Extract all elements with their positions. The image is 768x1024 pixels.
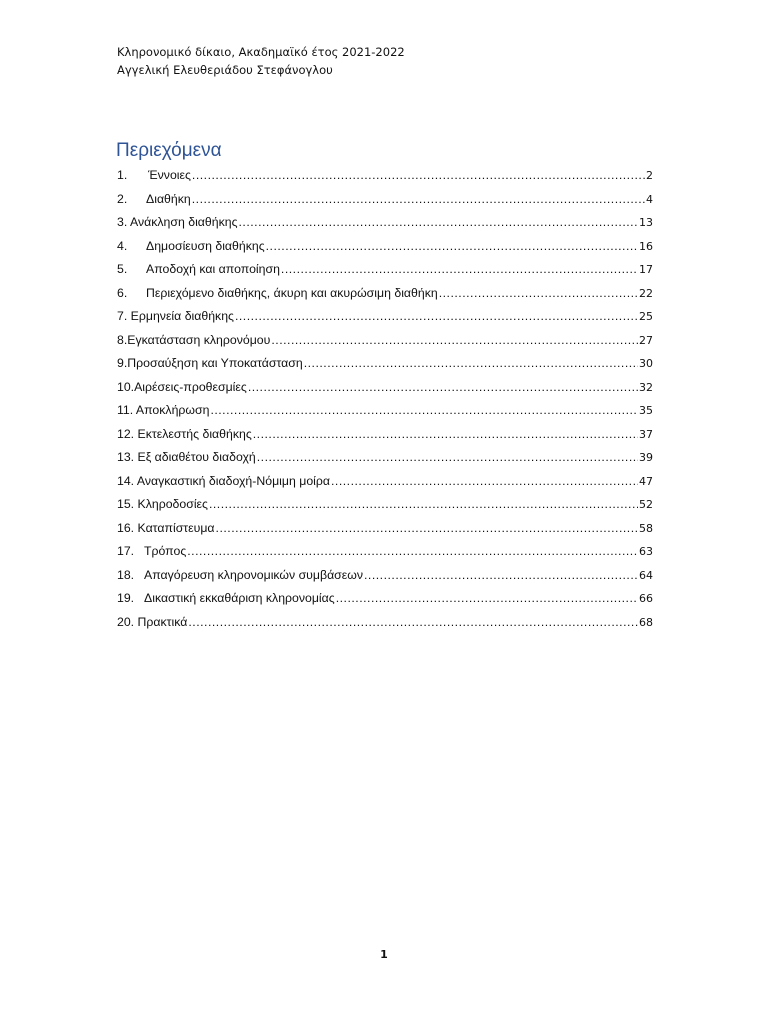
toc-entry-label: Αποκλήρωση xyxy=(133,403,210,417)
toc-entry-number: 10. xyxy=(117,379,135,394)
toc-entry-label: Δημοσίευση διαθήκης xyxy=(146,238,265,253)
toc-leader-dots xyxy=(257,446,638,470)
toc-entry-number: 1. xyxy=(117,168,128,182)
toc-leader-dots xyxy=(187,540,638,564)
toc-entry-label: Προσαύξηση και Υποκατάσταση xyxy=(127,356,303,370)
toc-entry-page: 32 xyxy=(639,380,653,394)
toc-leader-dots xyxy=(192,188,645,212)
toc-leader-dots xyxy=(271,329,638,353)
toc-entry[interactable] xyxy=(117,540,653,564)
toc-entry[interactable] xyxy=(117,329,653,353)
toc-leader-dots xyxy=(336,587,638,611)
page-number: 1 xyxy=(380,948,388,961)
toc-entry[interactable] xyxy=(117,305,653,329)
toc-entry-number: 19. xyxy=(117,591,135,605)
toc-entry-page: 2 xyxy=(646,169,653,182)
toc-entry[interactable] xyxy=(117,258,653,282)
toc-leader-dots xyxy=(364,564,638,588)
toc-entry-page: 47 xyxy=(639,474,653,488)
toc-entry-page: 35 xyxy=(639,404,653,417)
toc-entry-number: 15. xyxy=(117,497,135,511)
toc-entry[interactable] xyxy=(117,611,653,635)
toc-entry-number: 14. xyxy=(117,473,135,488)
toc-entry-label: Περιεχόμενο διαθήκης, άκυρη και ακυρώσιμη διαθήκη xyxy=(146,285,438,300)
toc-entry-label: Αναγκαστική διαδοχή-Νόμιμη μοίρα xyxy=(134,473,330,488)
toc-entry-number: 7. xyxy=(117,309,128,323)
toc-entry-page: 37 xyxy=(639,427,653,441)
toc-leader-dots xyxy=(253,423,638,447)
toc-entry[interactable] xyxy=(117,517,653,541)
toc-entry-number: 13. xyxy=(117,450,135,464)
toc-entry-page: 27 xyxy=(639,333,653,347)
toc-leader-dots xyxy=(209,493,638,517)
toc-entry-number: 11. xyxy=(117,403,134,417)
page-header xyxy=(117,43,405,79)
toc-entry-number: 17. xyxy=(117,544,135,558)
toc-entry-page: 25 xyxy=(639,310,653,323)
header-course-line: Κληρονομικό δίκαιο, Ακαδημαϊκό έτος 2021-2022 xyxy=(117,45,405,59)
toc-leader-dots xyxy=(210,399,638,423)
toc-entry[interactable] xyxy=(117,470,653,494)
toc-entry-page: 39 xyxy=(639,451,653,464)
toc-entry-number: 8. xyxy=(117,332,128,347)
toc-entry-label: Αιρέσεις-προθεσμίες xyxy=(134,379,247,394)
toc-entry[interactable] xyxy=(117,211,653,235)
toc-entry-label: Εκτελεστής διαθήκης xyxy=(134,426,252,441)
toc-entry[interactable] xyxy=(117,188,653,212)
toc-entry-number: 9. xyxy=(117,356,128,370)
toc-leader-dots xyxy=(248,376,638,400)
toc-entry[interactable] xyxy=(117,399,653,423)
toc-entry-label: Καταπίστευμα xyxy=(134,520,215,535)
toc-entry-number: 18. xyxy=(117,567,135,582)
toc-entry[interactable] xyxy=(117,352,653,376)
toc-entry[interactable] xyxy=(117,564,653,588)
toc-entry-label: Ερμηνεία διαθήκης xyxy=(127,309,234,323)
toc-entry-page: 4 xyxy=(646,192,653,206)
toc-entry-number: 4. xyxy=(117,238,128,253)
toc-entry-page: 58 xyxy=(639,521,653,535)
toc-entry[interactable] xyxy=(117,423,653,447)
toc-entry[interactable] xyxy=(117,235,653,259)
toc-entry-page: 17 xyxy=(639,263,653,276)
toc-entry-number: 5. xyxy=(117,262,128,276)
table-of-contents xyxy=(117,164,653,634)
toc-leader-dots xyxy=(281,258,638,282)
toc-entry-label: Πρακτικά xyxy=(134,614,188,629)
toc-entry-page: 66 xyxy=(639,592,653,605)
toc-entry-label: Εγκατάσταση κληρονόμου xyxy=(127,332,271,347)
toc-entry-label: Τρόπος xyxy=(144,544,187,558)
toc-entry[interactable] xyxy=(117,282,653,306)
toc-entry-label: Έννοιες xyxy=(148,168,191,182)
toc-leader-dots xyxy=(192,164,645,188)
toc-entry[interactable] xyxy=(117,164,653,188)
toc-entry-page: 22 xyxy=(639,286,653,300)
toc-entry-number: 2. xyxy=(117,191,128,206)
toc-leader-dots xyxy=(304,352,638,376)
toc-entry-label: Δικαστική εκκαθάριση κληρονομίας xyxy=(144,591,335,605)
toc-leader-dots xyxy=(239,211,639,235)
toc-leader-dots xyxy=(439,282,638,306)
toc-entry-page: 63 xyxy=(639,545,653,558)
toc-entry-number: 12. xyxy=(117,426,135,441)
toc-entry-number: 20. xyxy=(117,614,135,629)
toc-entry-label: Απαγόρευση κληρονομικών συμβάσεων xyxy=(144,567,363,582)
toc-leader-dots xyxy=(188,611,638,635)
toc-entry-page: 30 xyxy=(639,357,653,370)
toc-entry-page: 68 xyxy=(639,615,653,629)
toc-entry-page: 52 xyxy=(639,498,653,511)
toc-entry[interactable] xyxy=(117,493,653,517)
toc-entry-label: Αποδοχή και αποποίηση xyxy=(146,262,280,276)
toc-entry[interactable] xyxy=(117,376,653,400)
toc-leader-dots xyxy=(331,470,638,494)
toc-entry-number: 6. xyxy=(117,285,128,300)
header-author-line: Αγγελική Ελευθεριάδου Στεφάνογλου xyxy=(117,63,333,77)
toc-entry-number: 16. xyxy=(117,520,135,535)
toc-entry-number: 3. xyxy=(117,215,128,229)
toc-title: Περιεχόμενα xyxy=(116,140,222,161)
toc-leader-dots xyxy=(235,305,638,329)
toc-leader-dots xyxy=(266,235,638,259)
toc-entry-label: Διαθήκη xyxy=(146,191,191,206)
toc-entry-label: Ανάκληση διαθήκης xyxy=(127,215,238,229)
toc-entry-page: 64 xyxy=(639,568,653,582)
toc-entry-page: 13 xyxy=(639,216,653,229)
toc-entry[interactable] xyxy=(117,587,653,611)
toc-entry-label: Κληροδοσίες xyxy=(134,497,208,511)
toc-entry-page: 16 xyxy=(639,239,653,253)
toc-entry-label: Εξ αδιαθέτου διαδοχή xyxy=(134,450,256,464)
toc-entry[interactable] xyxy=(117,446,653,470)
toc-leader-dots xyxy=(216,517,638,541)
